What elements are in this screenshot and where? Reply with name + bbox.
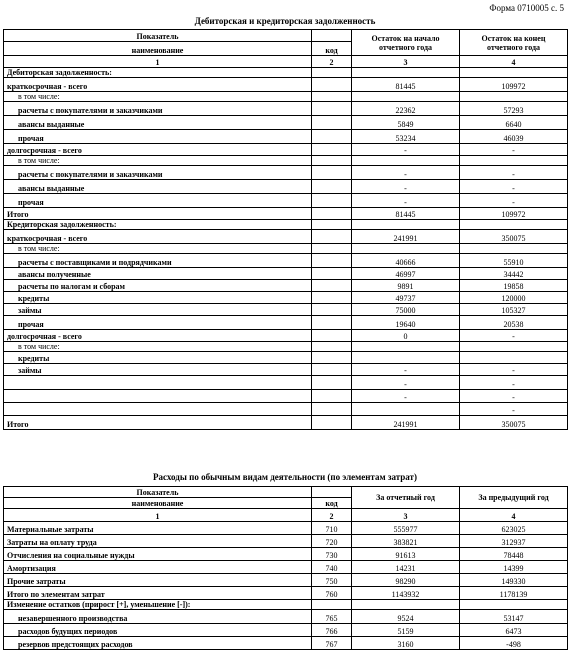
row-value-col3: 81445: [352, 78, 460, 92]
row-value-col3: 91613: [352, 548, 460, 561]
table-row: [4, 624, 568, 637]
table-row: [4, 268, 568, 280]
row-label: Амортизация: [4, 561, 312, 574]
row-value-col3: -: [352, 166, 460, 180]
header-indicator: Показатель: [4, 487, 312, 498]
row-value-col4: 46039: [460, 130, 568, 144]
row-label: прочая: [4, 130, 312, 144]
table-row: [4, 522, 568, 535]
row-label: в том числе:: [4, 92, 312, 102]
row-value-col3: 1143932: [352, 587, 460, 600]
row-label: [4, 390, 312, 403]
table-row: [4, 637, 568, 650]
row-code: [312, 220, 352, 230]
table-row: [4, 116, 568, 130]
row-label: авансы выданные: [4, 180, 312, 194]
row-code: [312, 316, 352, 330]
row-value-col3: 75000: [352, 304, 460, 316]
row-value-col4: -: [460, 144, 568, 156]
row-value-col3: -: [352, 364, 460, 376]
row-label: кредиты: [4, 352, 312, 364]
row-value-col4: -: [460, 390, 568, 403]
row-value-col4: -498: [460, 637, 568, 650]
column-number-3: 3: [352, 509, 460, 522]
table-row: [4, 166, 568, 180]
row-code: [312, 304, 352, 316]
table-row: [4, 416, 568, 430]
row-value-col3: 40666: [352, 254, 460, 268]
table-row: [4, 561, 568, 574]
row-code: [312, 342, 352, 352]
table-row: [4, 352, 568, 364]
row-code: [312, 244, 352, 254]
row-label: расчеты с покупателями и заказчиками: [4, 166, 312, 180]
row-value-col3: -: [352, 194, 460, 208]
row-label: займы: [4, 304, 312, 316]
row-value-col3: -: [352, 180, 460, 194]
row-code: [312, 600, 352, 610]
row-value-col3: -: [352, 144, 460, 156]
table-row: [4, 102, 568, 116]
column-number-1: 1: [4, 509, 312, 522]
table-row: [4, 68, 568, 78]
row-code: [312, 78, 352, 92]
header-code: код: [312, 42, 352, 56]
row-value-col3: 5159: [352, 624, 460, 637]
column-number-2: 2: [312, 56, 352, 68]
row-value-col4: 120000: [460, 292, 568, 304]
row-code: [312, 352, 352, 364]
row-value-col4: -: [460, 330, 568, 342]
row-value-col4: [460, 342, 568, 352]
row-value-col4: 1178139: [460, 587, 568, 600]
row-value-col4: 109972: [460, 78, 568, 92]
row-code: [312, 330, 352, 342]
table-row: [4, 600, 568, 610]
table-row: [4, 254, 568, 268]
header-code-spacer: [312, 487, 352, 498]
table-row: [4, 130, 568, 144]
row-code: [312, 102, 352, 116]
row-label: [4, 376, 312, 390]
row-label: расчеты по налогам и сборам: [4, 280, 312, 292]
table-row: [4, 535, 568, 548]
row-value-col4: 57293: [460, 102, 568, 116]
expenses-table: [3, 486, 568, 650]
table-row: [4, 364, 568, 376]
receivables-payables-title: Дебиторская и кредиторская задолженность: [194, 16, 376, 26]
header-name: наименование: [4, 42, 312, 56]
row-value-col3: [352, 403, 460, 416]
row-value-col3: 5849: [352, 116, 460, 130]
row-value-col3: 53234: [352, 130, 460, 144]
table-row: [4, 587, 568, 600]
column-number-2: 2: [312, 509, 352, 522]
row-value-col4: 78448: [460, 548, 568, 561]
row-value-col4: [460, 156, 568, 166]
row-label: прочая: [4, 316, 312, 330]
table-row: [4, 342, 568, 352]
row-value-col3: [352, 244, 460, 254]
row-value-col3: 241991: [352, 230, 460, 244]
table-row: [4, 144, 568, 156]
row-value-col3: [352, 220, 460, 230]
row-code: [312, 376, 352, 390]
row-code: 766: [312, 624, 352, 637]
row-value-col3: 46997: [352, 268, 460, 280]
table-row: [4, 244, 568, 254]
table-row: [4, 376, 568, 390]
row-value-col4: 55910: [460, 254, 568, 268]
row-value-col4: 53147: [460, 610, 568, 624]
row-label: [4, 403, 312, 416]
row-value-col3: 14231: [352, 561, 460, 574]
row-value-col4: [460, 352, 568, 364]
row-label: авансы полученные: [4, 268, 312, 280]
table-row: [4, 280, 568, 292]
header-code-spacer: [312, 30, 352, 42]
row-code: 760: [312, 587, 352, 600]
table-row: [4, 180, 568, 194]
column-number-3: 3: [352, 56, 460, 68]
column-number-4: 4: [460, 56, 568, 68]
form-number: Форма 0710005 с. 5: [489, 3, 564, 13]
row-label: Итого по элементам затрат: [4, 587, 312, 600]
row-code: 750: [312, 574, 352, 587]
row-label: Кредиторская задолженность:: [4, 220, 312, 230]
row-label: долгосрочная - всего: [4, 330, 312, 342]
row-label: кредиты: [4, 292, 312, 304]
row-code: 730: [312, 548, 352, 561]
row-value-col4: 20538: [460, 316, 568, 330]
row-value-col3: [352, 352, 460, 364]
row-value-col4: 109972: [460, 208, 568, 220]
row-value-col4: [460, 600, 568, 610]
row-value-col4: [460, 220, 568, 230]
table-row: [4, 390, 568, 403]
row-value-col3: -: [352, 376, 460, 390]
row-value-col4: [460, 68, 568, 78]
table-row: [4, 330, 568, 342]
table-row: [4, 292, 568, 304]
row-code: 767: [312, 637, 352, 650]
header-name: наименование: [4, 498, 312, 509]
row-code: [312, 280, 352, 292]
row-value-col4: -: [460, 364, 568, 376]
row-value-col3: 9891: [352, 280, 460, 292]
table-row: [4, 194, 568, 208]
row-label: Дебиторская задолженность:: [4, 68, 312, 78]
expenses-title: Расходы по обычным видам деятельности (по элементам затрат): [153, 472, 417, 482]
row-value-col3: 3160: [352, 637, 460, 650]
row-value-col3: [352, 600, 460, 610]
row-value-col4: 14399: [460, 561, 568, 574]
row-label: в том числе:: [4, 342, 312, 352]
table-row: [4, 574, 568, 587]
row-value-col3: 241991: [352, 416, 460, 430]
row-value-col4: 6473: [460, 624, 568, 637]
table-row: [4, 403, 568, 416]
row-label: краткосрочная - всего: [4, 78, 312, 92]
row-value-col3: [352, 342, 460, 352]
header-indicator: Показатель: [4, 30, 312, 42]
row-value-col3: 49737: [352, 292, 460, 304]
header-col4: За предыдущий год: [460, 487, 568, 509]
column-number-4: 4: [460, 509, 568, 522]
row-value-col4: 350075: [460, 230, 568, 244]
row-label: краткосрочная - всего: [4, 230, 312, 244]
row-code: [312, 156, 352, 166]
table-row: [4, 156, 568, 166]
header-col3: Остаток на начало отчетного года: [352, 30, 460, 56]
row-value-col3: 98290: [352, 574, 460, 587]
row-label: Прочие затраты: [4, 574, 312, 587]
row-value-col3: [352, 68, 460, 78]
row-value-col4: 623025: [460, 522, 568, 535]
row-code: [312, 292, 352, 304]
row-label: авансы выданные: [4, 116, 312, 130]
column-number-1: 1: [4, 56, 312, 68]
row-label: Затраты на оплату труда: [4, 535, 312, 548]
row-code: [312, 390, 352, 403]
row-label: в том числе:: [4, 156, 312, 166]
row-value-col4: 6640: [460, 116, 568, 130]
row-label: прочая: [4, 194, 312, 208]
header-col4: Остаток на конец отчетного года: [460, 30, 568, 56]
row-code: [312, 180, 352, 194]
row-value-col4: 312937: [460, 535, 568, 548]
row-value-col3: 555977: [352, 522, 460, 535]
row-value-col3: 22362: [352, 102, 460, 116]
row-value-col3: 9524: [352, 610, 460, 624]
table-row: [4, 610, 568, 624]
table-row: [4, 220, 568, 230]
row-label: долгосрочная - всего: [4, 144, 312, 156]
row-value-col4: -: [460, 194, 568, 208]
row-value-col4: 350075: [460, 416, 568, 430]
table-row: [4, 208, 568, 220]
row-value-col3: [352, 92, 460, 102]
row-value-col4: -: [460, 166, 568, 180]
table-row: [4, 548, 568, 561]
row-code: [312, 144, 352, 156]
row-code: [312, 364, 352, 376]
table-row: [4, 92, 568, 102]
table-row: [4, 304, 568, 316]
row-value-col4: -: [460, 180, 568, 194]
header-col3: За отчетный год: [352, 487, 460, 509]
row-label: Материальные затраты: [4, 522, 312, 535]
row-value-col4: 34442: [460, 268, 568, 280]
row-code: [312, 166, 352, 180]
row-label: незавершенного производства: [4, 610, 312, 624]
row-label: расходов будущих периодов: [4, 624, 312, 637]
row-code: [312, 208, 352, 220]
row-code: [312, 403, 352, 416]
table-row: [4, 78, 568, 92]
row-label: Отчисления на социальные нужды: [4, 548, 312, 561]
row-value-col3: 81445: [352, 208, 460, 220]
row-value-col3: 0: [352, 330, 460, 342]
header-code: код: [312, 498, 352, 509]
row-code: 765: [312, 610, 352, 624]
row-code: [312, 416, 352, 430]
row-label: Изменение остатков (прирост [+], уменьшение [-]):: [4, 600, 312, 610]
row-value-col4: 19858: [460, 280, 568, 292]
row-label: Итого: [4, 208, 312, 220]
row-label: в том числе:: [4, 244, 312, 254]
row-code: [312, 116, 352, 130]
row-value-col3: [352, 156, 460, 166]
row-value-col4: [460, 92, 568, 102]
row-code: [312, 68, 352, 78]
row-value-col4: [460, 244, 568, 254]
row-code: [312, 254, 352, 268]
row-value-col4: 105327: [460, 304, 568, 316]
row-label: расчеты с покупателями и заказчиками: [4, 102, 312, 116]
row-value-col3: -: [352, 390, 460, 403]
receivables-payables-table: [3, 29, 568, 430]
row-code: [312, 130, 352, 144]
table-row: [4, 230, 568, 244]
row-value-col3: 383821: [352, 535, 460, 548]
row-code: 720: [312, 535, 352, 548]
row-code: 710: [312, 522, 352, 535]
row-value-col4: 149330: [460, 574, 568, 587]
table-row: [4, 316, 568, 330]
row-code: [312, 268, 352, 280]
row-label: резервов предстоящих расходов: [4, 637, 312, 650]
row-label: расчеты с поставщиками и подрядчиками: [4, 254, 312, 268]
row-code: [312, 230, 352, 244]
row-label: Итого: [4, 416, 312, 430]
row-code: [312, 92, 352, 102]
row-code: 740: [312, 561, 352, 574]
row-value-col4: -: [460, 403, 568, 416]
row-value-col3: 19640: [352, 316, 460, 330]
row-label: займы: [4, 364, 312, 376]
row-code: [312, 194, 352, 208]
row-value-col4: -: [460, 376, 568, 390]
